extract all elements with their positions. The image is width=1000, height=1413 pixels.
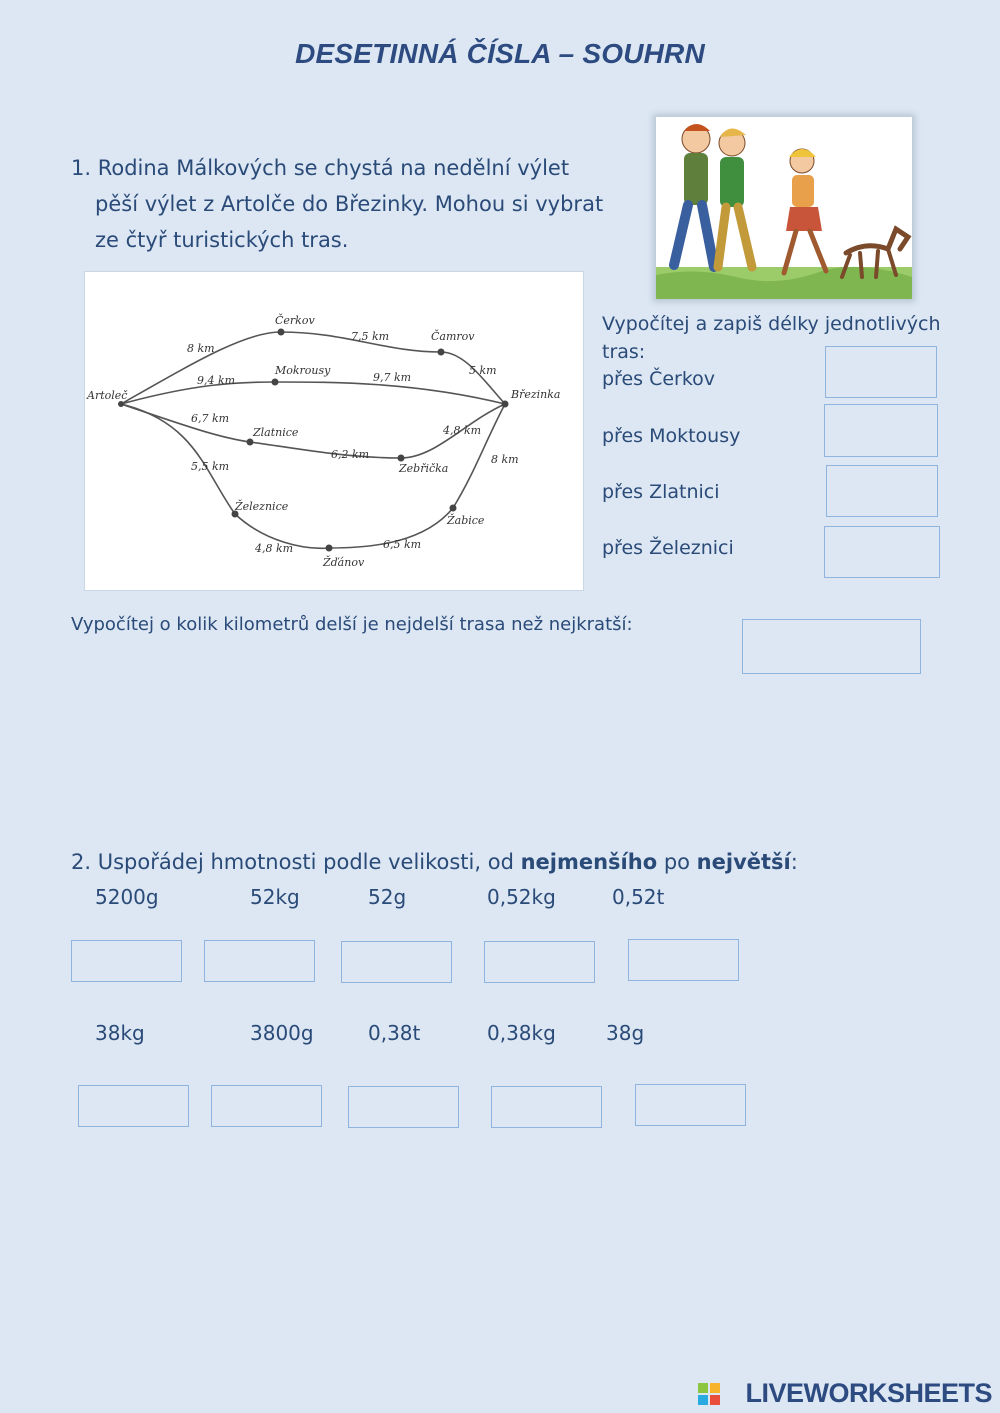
map-town-zlatnice: Zlatnice [253,426,299,439]
map-town-zdanov: Žďánov [323,556,365,569]
map-distance-label: 4,8 km [255,542,294,555]
map-town-zabice: Žabice [447,514,485,527]
task2-prompt-largest: největší [696,850,791,874]
map-distance-label: 7,5 km [351,330,390,343]
order-answer-row2-4[interactable] [491,1086,602,1128]
difference-prompt: Vypočítej o kolik kilometrů delší je nejdelší trasa než nejkratší: [71,614,633,635]
map-town-mokrousy: Mokrousy [275,364,331,377]
order-answer-row1-3[interactable] [341,941,452,983]
mass-value: 5200g [95,885,159,909]
map-distance-label: 5 km [469,364,497,377]
map-distance-label: 9,7 km [373,371,412,384]
task2-prompt [71,850,798,874]
task1-instruction-line2: tras: [602,341,646,363]
task2-prompt-middle: po [657,850,697,874]
map-distance-label: 8 km [187,342,215,355]
mass-value: 0,52t [612,885,665,909]
brand-wordmark[interactable]: LIVEWORKSHEETS [745,1378,992,1408]
map-distance-label: 6,2 km [331,448,370,461]
map-distance-label: 8 km [491,453,519,466]
order-answer-row2-3[interactable] [348,1086,459,1128]
mass-value: 0,38t [368,1021,421,1045]
mass-value: 3800g [250,1021,314,1045]
order-answer-row2-5[interactable] [635,1084,746,1126]
route-label-zeleznici: přes Železnici [602,537,734,559]
map-town-camrov: Čamrov [431,330,475,343]
task1-line1: 1. Rodina Málkových se chystá na nedělní výlet [71,156,570,180]
route-map [84,271,584,591]
route-label-cerkov: přes Čerkov [602,368,716,390]
route-label-moktousy: přes Moktousy [602,425,741,447]
map-town-zebricka: Zebřička [399,462,449,475]
task1-instruction-line1: Vypočítej a zapiš délky jednotlivých [602,313,941,335]
task2-prompt-suffix: : [790,850,798,874]
mass-value: 0,38kg [487,1021,556,1045]
order-answer-row1-5[interactable] [628,939,739,981]
map-distance-label: 6,5 km [383,538,422,551]
walking-family-illustration [656,117,912,299]
route-answer-zeleznici[interactable] [824,526,940,578]
task2-prompt-prefix: 2. Uspořádej hmotnosti podle velikosti, od [71,850,521,874]
route-answer-moktousy[interactable] [824,404,938,457]
difference-answer[interactable] [742,619,921,674]
map-distance-label: 6,7 km [191,412,230,425]
map-town-brezinka: Březinka [511,388,561,401]
liveworksheets-logo-icon [698,1383,720,1405]
order-answer-row1-1[interactable] [71,940,182,982]
map-town-zeleznice: Železnice [235,500,289,513]
page-title: DESETINNÁ ČÍSLA – SOUHRN [295,38,705,69]
task2-prompt-smallest: nejmenšího [520,850,658,874]
mass-value: 0,52kg [487,885,556,909]
order-answer-row1-4[interactable] [484,941,595,983]
mass-value: 52kg [250,885,300,909]
order-answer-row2-1[interactable] [78,1085,189,1127]
order-answer-row1-2[interactable] [204,940,315,982]
mass-value: 52g [368,885,407,909]
map-distance-label: 4,8 km [443,424,482,437]
map-town-artolec: Artoleč [87,389,128,402]
map-town-cerkov: Čerkov [275,314,315,327]
map-distance-label: 9,4 km [197,374,236,387]
task1-line3: ze čtyř turistických tras. [95,228,349,252]
order-answer-row2-2[interactable] [211,1085,322,1127]
mass-value: 38g [606,1021,645,1045]
map-distance-label: 5,5 km [191,460,230,473]
route-answer-zlatnici[interactable] [826,465,938,517]
route-answer-cerkov[interactable] [825,346,937,398]
task1-line2: pěší výlet z Artolče do Březinky. Mohou si vybrat [95,192,604,216]
route-label-zlatnici: přes Zlatnici [602,481,720,503]
mass-value: 38kg [95,1021,145,1045]
